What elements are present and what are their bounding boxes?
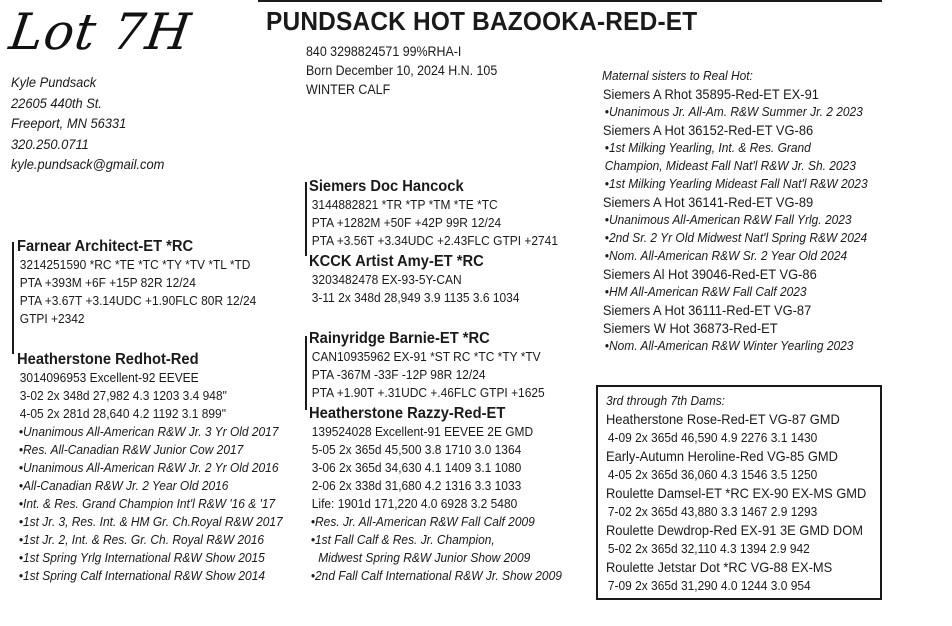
pgs-line: PTA +3.56T +3.34UDC +2.43FLC GTPI +2741 xyxy=(311,233,558,248)
sister-honor: •Unanimous Jr. All-Am. R&W Summer Jr. 2 2023 xyxy=(604,104,863,119)
mgs-line: PTA -367M -33F -12P 98R 12/24 xyxy=(311,367,486,382)
dam-honor: •1st Spring Calf International R&W Show 2014 xyxy=(18,568,266,583)
sister-name: Siemers W Hot 36873-Red-ET xyxy=(602,320,778,336)
dam-block xyxy=(17,350,283,585)
sister-honor: •HM All-American R&W Fall Calf 2023 xyxy=(604,284,807,299)
sister-honor: •1st Milking Yearling, Int. & Res. Grand xyxy=(604,140,811,155)
sisters-heading: Maternal sisters to Real Hot: xyxy=(602,68,753,83)
pgs-name: Siemers Doc Hancock xyxy=(309,178,464,195)
animal-info xyxy=(306,42,497,99)
sister-honor: •Nom. All-American R&W Winter Yearling 2023 xyxy=(604,338,854,353)
sire-line: GTPI +2342 xyxy=(19,311,85,326)
ancestor-dam-record: 4-09 2x 365d 46,590 4.9 2276 3.1 1430 xyxy=(607,429,818,445)
mgd-line: 5-05 2x 365d 45,500 3.8 1710 3.0 1364 xyxy=(311,442,522,457)
dam-line: 4-05 2x 281d 28,640 4.2 1192 3.1 899" xyxy=(19,406,226,421)
animal-class: WINTER CALF xyxy=(306,82,391,97)
ancestor-dam-record: 5-02 2x 365d 32,110 4.3 1394 2.9 942 xyxy=(607,540,810,556)
sister-honor: •Nom. All-American R&W Sr. 2 Year Old 2024 xyxy=(604,248,848,263)
dam-honor: •1st Jr. 2, Int. & Res. Gr. Ch. Royal R&W 2016 xyxy=(18,532,265,547)
sister-name: Siemers A Hot 36141-Red-ET VG-89 xyxy=(602,194,814,210)
mgd-line: 3-06 2x 365d 34,630 4.1 1409 3.1 1080 xyxy=(311,460,522,475)
mgd-line: Life: 1901d 171,220 4.0 6928 3.2 5480 xyxy=(311,496,518,511)
sister-honor: •Unanimous All-American R&W Fall Yrlg. 2023 xyxy=(604,212,852,227)
ancestor-dam-record: 7-02 2x 365d 43,880 3.3 1467 2.9 1293 xyxy=(607,503,818,519)
dam-honor: •1st Spring Yrlg International R&W Show 2015 xyxy=(18,550,265,565)
paternal-bracket-line xyxy=(305,182,307,256)
sister-name: Siemers A Hot 36111-Red-ET VG-87 xyxy=(602,302,812,318)
dam-line: 3-02 2x 348d 27,982 4.3 1203 3.4 948" xyxy=(19,388,227,403)
mgd-honor: •Res. Jr. All-American R&W Fall Calf 2009 xyxy=(310,514,535,529)
sister-honor: Champion, Mideast Fall Nat'l R&W Jr. Sh. 2023 xyxy=(604,158,856,173)
pgd-name: KCCK Artist Amy-ET *RC xyxy=(309,253,484,270)
sire-line: PTA +3.67T +3.14UDC +1.90FLC 80R 12/24 xyxy=(19,293,257,308)
lot-number: Lot 7H xyxy=(5,3,195,61)
top-rule xyxy=(258,0,882,2)
ancestor-dam-name: Roulette Jetstar Dot *RC VG-88 EX-MS xyxy=(606,559,833,575)
mgs-name: Rainyridge Barnie-ET *RC xyxy=(309,330,490,347)
ancestor-dam-record: 4-05 2x 365d 36,060 4.3 1546 3.5 1250 xyxy=(607,466,818,482)
owner-email: kyle.pundsack@gmail.com xyxy=(11,156,165,172)
mgs-line: PTA +1.90T +.31UDC +.46FLC GTPI +1625 xyxy=(311,385,545,400)
dams-heading: 3rd through 7th Dams: xyxy=(606,393,726,408)
maternal-sisters xyxy=(602,67,868,355)
sister-honor: •1st Milking Yearling Mideast Fall Nat'l R&W 2023 xyxy=(604,176,868,191)
dam-line: 3014096953 Excellent-92 EEVEE xyxy=(19,370,199,385)
dam-name: Heatherstone Redhot-Red xyxy=(17,351,199,368)
sister-honor: •2nd Sr. 2 Yr Old Midwest Nat'l Spring R&W 2024 xyxy=(604,230,868,245)
animal-title: PUNDSACK HOT BAZOOKA-RED-ET xyxy=(266,6,698,36)
dam-honor: •Unanimous All-American R&W Jr. 3 Yr Old 2017 xyxy=(18,424,279,439)
mgd-honor: •1st Fall Calf & Res. Jr. Champion, xyxy=(310,532,495,547)
pgd-line: 3203482478 EX-93-5Y-CAN xyxy=(311,272,462,287)
sister-name: Siemers A Rhot 35895-Red-ET EX-91 xyxy=(602,86,819,102)
dam-honor: •Int. & Res. Grand Champion Int'l R&W '16 & '17 xyxy=(18,496,276,511)
mgd-block xyxy=(309,404,562,585)
owner-city: Freeport, MN 56331 xyxy=(11,115,127,131)
mgs-block xyxy=(309,329,545,402)
pgs-line: 3144882821 *TR *TP *TM *TE *TC xyxy=(311,197,498,212)
maternal-bracket-line xyxy=(305,336,307,410)
dams-box xyxy=(596,385,882,600)
animal-id: 840 3298824571 99%RHA-I xyxy=(306,44,462,59)
dam-honor: •Res. All-Canadian R&W Junior Cow 2017 xyxy=(18,442,244,457)
ancestor-dam-record: 7-09 2x 365d 31,290 4.0 1244 3.0 954 xyxy=(607,577,811,593)
dam-honor: •All-Canadian R&W Jr. 2 Year Old 2016 xyxy=(18,478,229,493)
sire-name: Farnear Architect-ET *RC xyxy=(17,238,194,255)
owner-street: 22605 440th St. xyxy=(11,94,102,111)
pedigree-bracket-line xyxy=(12,242,14,354)
sire-line: 3214251590 *RC *TE *TC *TY *TV *TL *TD xyxy=(19,257,251,272)
sire-block xyxy=(17,237,256,328)
mgd-honor: •2nd Fall Calf International R&W Jr. Show 2009 xyxy=(310,568,562,583)
mgd-honor: Midwest Spring R&W Junior Show 2009 xyxy=(318,550,531,565)
owner-name: Kyle Pundsack xyxy=(11,74,97,90)
dam-honor: •Unanimous All-American R&W Jr. 2 Yr Old 2016 xyxy=(18,460,279,475)
animal-birth: Born December 10, 2024 H.N. 105 xyxy=(306,63,498,78)
ancestor-dam-name: Early-Autumn Heroline-Red VG-85 GMD xyxy=(606,448,838,464)
ancestor-dam-name: Heatherstone Rose-Red-ET VG-87 GMD xyxy=(606,411,840,427)
pgd-block xyxy=(309,252,519,307)
mgd-line: 2-06 2x 338d 31,680 4.2 1316 3.3 1033 xyxy=(311,478,522,493)
sire-line: PTA +393M +6F +15P 82R 12/24 xyxy=(19,275,196,290)
ancestor-dam-name: Roulette Dewdrop-Red EX-91 3E GMD DOM xyxy=(606,522,863,538)
sister-name: Siemers A Hot 36152-Red-ET VG-86 xyxy=(602,122,814,138)
ancestor-dam-name: Roulette Damsel-ET *RC EX-90 EX-MS GMD xyxy=(606,485,867,501)
dams-box-content xyxy=(606,392,866,595)
pgd-line: 3-11 2x 348d 28,949 3.9 1135 3.6 1034 xyxy=(311,290,520,305)
mgs-line: CAN10935962 EX-91 *ST RC *TC *TY *TV xyxy=(311,349,541,364)
owner-phone: 320.250.0711 xyxy=(11,135,89,152)
pgs-line: PTA +1282M +50F +42P 99R 12/24 xyxy=(311,215,502,230)
dam-honor: •1st Jr. 3, Res. Int. & HM Gr. Ch.Royal R&W 2017 xyxy=(18,514,283,529)
sister-name: Siemers Al Hot 39046-Red-ET VG-86 xyxy=(602,266,817,282)
mgd-line: 139524028 Excellent-91 EEVEE 2E GMD xyxy=(311,424,534,439)
pgs-block xyxy=(309,177,558,250)
owner-info xyxy=(11,72,164,175)
mgd-name: Heatherstone Razzy-Red-ET xyxy=(309,405,506,422)
